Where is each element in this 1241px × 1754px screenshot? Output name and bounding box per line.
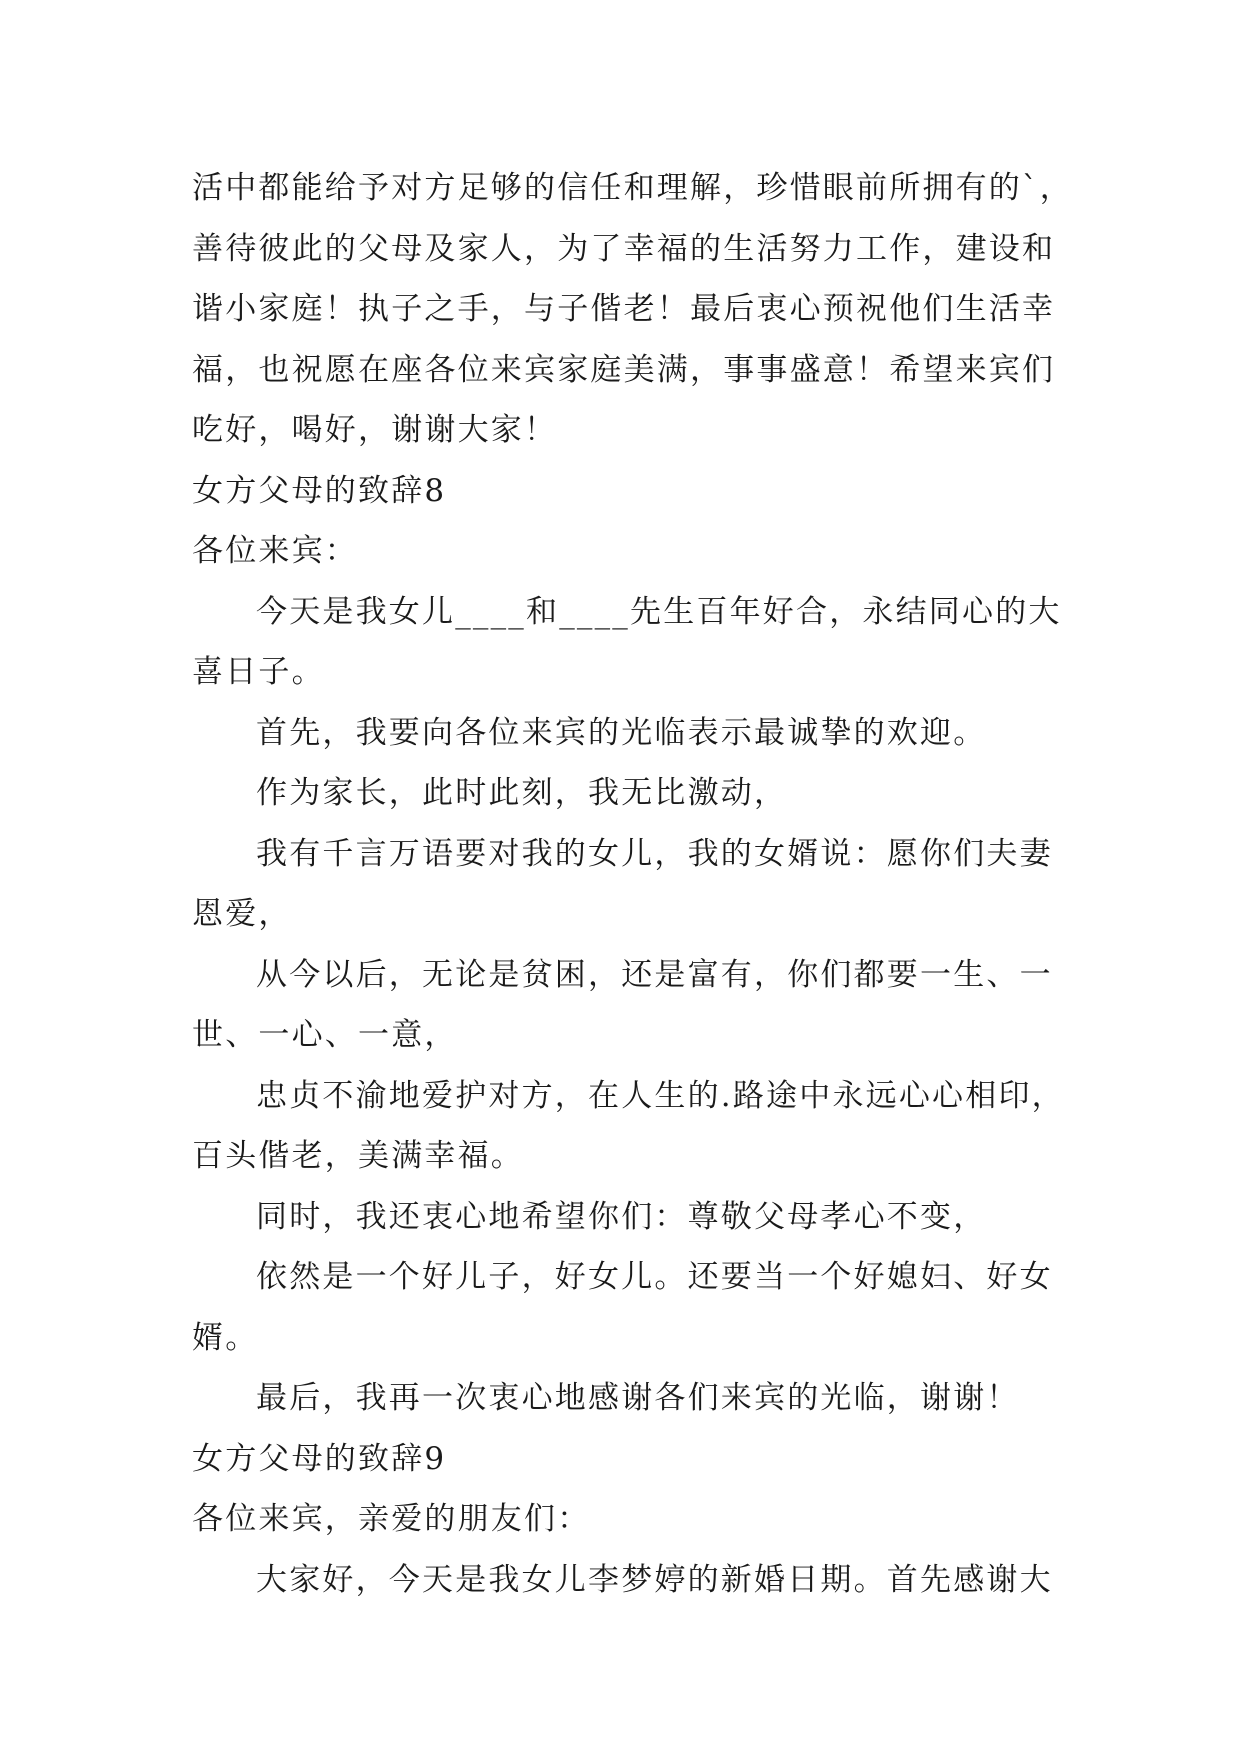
text-line: 今天是我女儿____和____先生百年好合，永结同心的大 xyxy=(256,593,1062,630)
text-line: 大家好，今天是我女儿李梦婷的新婚日期。首先感谢大 xyxy=(256,1561,1053,1598)
text-line: 喜日子。 xyxy=(192,654,325,690)
text-line: 忠贞不渝地爱护对方，在人生的.路途中永远心心相印， xyxy=(256,1077,1065,1114)
text-line: 同时，我还衷心地希望你们：尊敬父母孝心不变， xyxy=(256,1198,987,1235)
salutation: 各位来宾： xyxy=(192,533,358,569)
section-heading: 女方父母的致辞8 xyxy=(192,472,447,509)
text-line: 活中都能给予对方足够的信任和理解，珍惜眼前所拥有的`， xyxy=(192,170,1073,206)
text-line: 百头偕老，美满幸福。 xyxy=(192,1138,524,1174)
document-page xyxy=(192,158,1073,1610)
text-line: 首先，我要向各位来宾的光临表示最诚挚的欢迎。 xyxy=(256,714,987,751)
text-line: 婿。 xyxy=(192,1319,259,1356)
text-line: 谐小家庭！执子之手，与子偕老！最后衷心预祝他们生活幸 xyxy=(192,291,1056,327)
text-line: 最后，我再一次衷心地感谢各们来宾的光临，谢谢！ xyxy=(256,1380,1020,1416)
text-line: 作为家长，此时此刻，我无比激动， xyxy=(256,775,788,811)
text-line: 从今以后，无论是贫困，还是富有，你们都要一生、一 xyxy=(256,956,1053,993)
text-line: 恩爱， xyxy=(192,896,292,932)
text-line: 吃好，喝好，谢谢大家！ xyxy=(192,412,558,448)
text-line: 世、一心、一意， xyxy=(192,1017,458,1053)
salutation: 各位来宾，亲爱的朋友们： xyxy=(192,1501,591,1537)
text-line: 我有千言万语要对我的女儿，我的女婿说：愿你们夫妻 xyxy=(256,835,1053,872)
section-heading: 女方父母的致辞9 xyxy=(192,1440,447,1477)
text-line: 福，也祝愿在座各位来宾家庭美满，事事盛意！希望来宾们 xyxy=(192,351,1056,388)
text-line: 依然是一个好儿子，好女儿。还要当一个好媳妇、好女 xyxy=(256,1259,1053,1295)
text-line: 善待彼此的父母及家人，为了幸福的生活努力工作，建设和 xyxy=(192,230,1056,267)
